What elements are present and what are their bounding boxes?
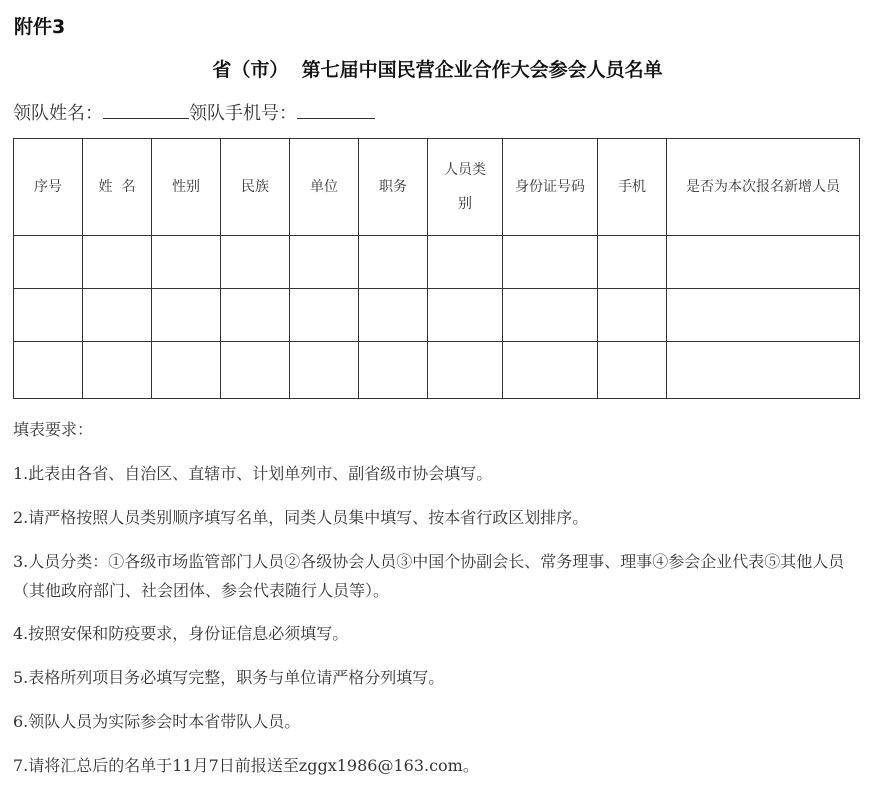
instruction-item-4: 4.按照安保和防疫要求，身份证信息必须填写。 <box>13 624 349 643</box>
table-cell[interactable] <box>152 236 221 289</box>
table-cell[interactable] <box>290 236 359 289</box>
table-cell[interactable] <box>503 342 598 399</box>
table-cell[interactable] <box>221 289 290 342</box>
leader-name-blank[interactable] <box>103 100 189 119</box>
table-cell[interactable] <box>359 342 428 399</box>
table-cell[interactable] <box>83 289 152 342</box>
instruction-item-6: 6.领队人员为实际参会时本省带队人员。 <box>13 712 301 731</box>
table-cell[interactable] <box>83 342 152 399</box>
header-id-number: 身份证号码 <box>503 139 598 236</box>
attendee-table <box>13 138 860 399</box>
table-cell[interactable] <box>14 289 83 342</box>
table-cell[interactable] <box>83 236 152 289</box>
header-name: 姓 名 <box>83 139 152 236</box>
table-cell[interactable] <box>14 342 83 399</box>
table-cell[interactable] <box>503 289 598 342</box>
leader-name-label: 领队姓名： <box>13 103 103 124</box>
table-row <box>14 342 860 399</box>
header-gender: 性别 <box>152 139 221 236</box>
table-cell[interactable] <box>152 289 221 342</box>
instruction-item-3: 3.人员分类：①各级市场监管部门人员②各级协会人员③中国个协副会长、常务理事、理事④参会企业代表⑤其他人员（其他政府部门、社会团体、参会代表随行人员等）。 <box>13 552 845 600</box>
instruction-item-7: 7.请将汇总后的名单于11月7日前报送至zggx1986@163.com。 <box>13 756 479 775</box>
header-index: 序号 <box>14 139 83 236</box>
table-row <box>14 236 860 289</box>
header-organization: 单位 <box>290 139 359 236</box>
table-cell[interactable] <box>667 342 860 399</box>
leader-phone-blank[interactable] <box>297 100 375 119</box>
table-header-row <box>14 139 860 236</box>
instruction-item-1: 1.此表由各省、自治区、直辖市、计划单列市、副省级市协会填写。 <box>13 464 493 483</box>
table-row <box>14 289 860 342</box>
header-position: 职务 <box>359 139 428 236</box>
table-cell[interactable] <box>598 342 667 399</box>
table-cell[interactable] <box>152 342 221 399</box>
fill-instructions <box>13 418 863 798</box>
table-cell[interactable] <box>290 342 359 399</box>
document-title: 省（市） 第七届中国民营企业合作大会参会人员名单 <box>212 59 663 81</box>
table-cell[interactable] <box>667 289 860 342</box>
table-cell[interactable] <box>359 236 428 289</box>
table-cell[interactable] <box>667 236 860 289</box>
table-cell[interactable] <box>359 289 428 342</box>
table-cell[interactable] <box>598 236 667 289</box>
table-cell[interactable] <box>428 342 503 399</box>
table-cell[interactable] <box>221 342 290 399</box>
instruction-item-5: 5.表格所列项目务必填写完整，职务与单位请严格分列填写。 <box>13 668 445 687</box>
leader-phone-label: 领队手机号： <box>189 103 297 124</box>
instructions-heading: 填表要求： <box>13 420 94 439</box>
attachment-label: 附件3 <box>14 16 66 38</box>
instruction-item-2: 2.请严格按照人员类别顺序填写名单，同类人员集中填写、按本省行政区划排序。 <box>13 508 589 527</box>
table-cell[interactable] <box>598 289 667 342</box>
table-cell[interactable] <box>428 236 503 289</box>
table-cell[interactable] <box>290 289 359 342</box>
table-cell[interactable] <box>503 236 598 289</box>
header-ethnicity: 民族 <box>221 139 290 236</box>
header-newly-added: 是否为本次报名新增人员 <box>667 139 860 236</box>
table-cell[interactable] <box>14 236 83 289</box>
leader-info-line <box>13 99 375 125</box>
header-phone: 手机 <box>598 139 667 236</box>
table-cell[interactable] <box>428 289 503 342</box>
table-cell[interactable] <box>221 236 290 289</box>
header-category: 人员类别 <box>428 139 503 236</box>
